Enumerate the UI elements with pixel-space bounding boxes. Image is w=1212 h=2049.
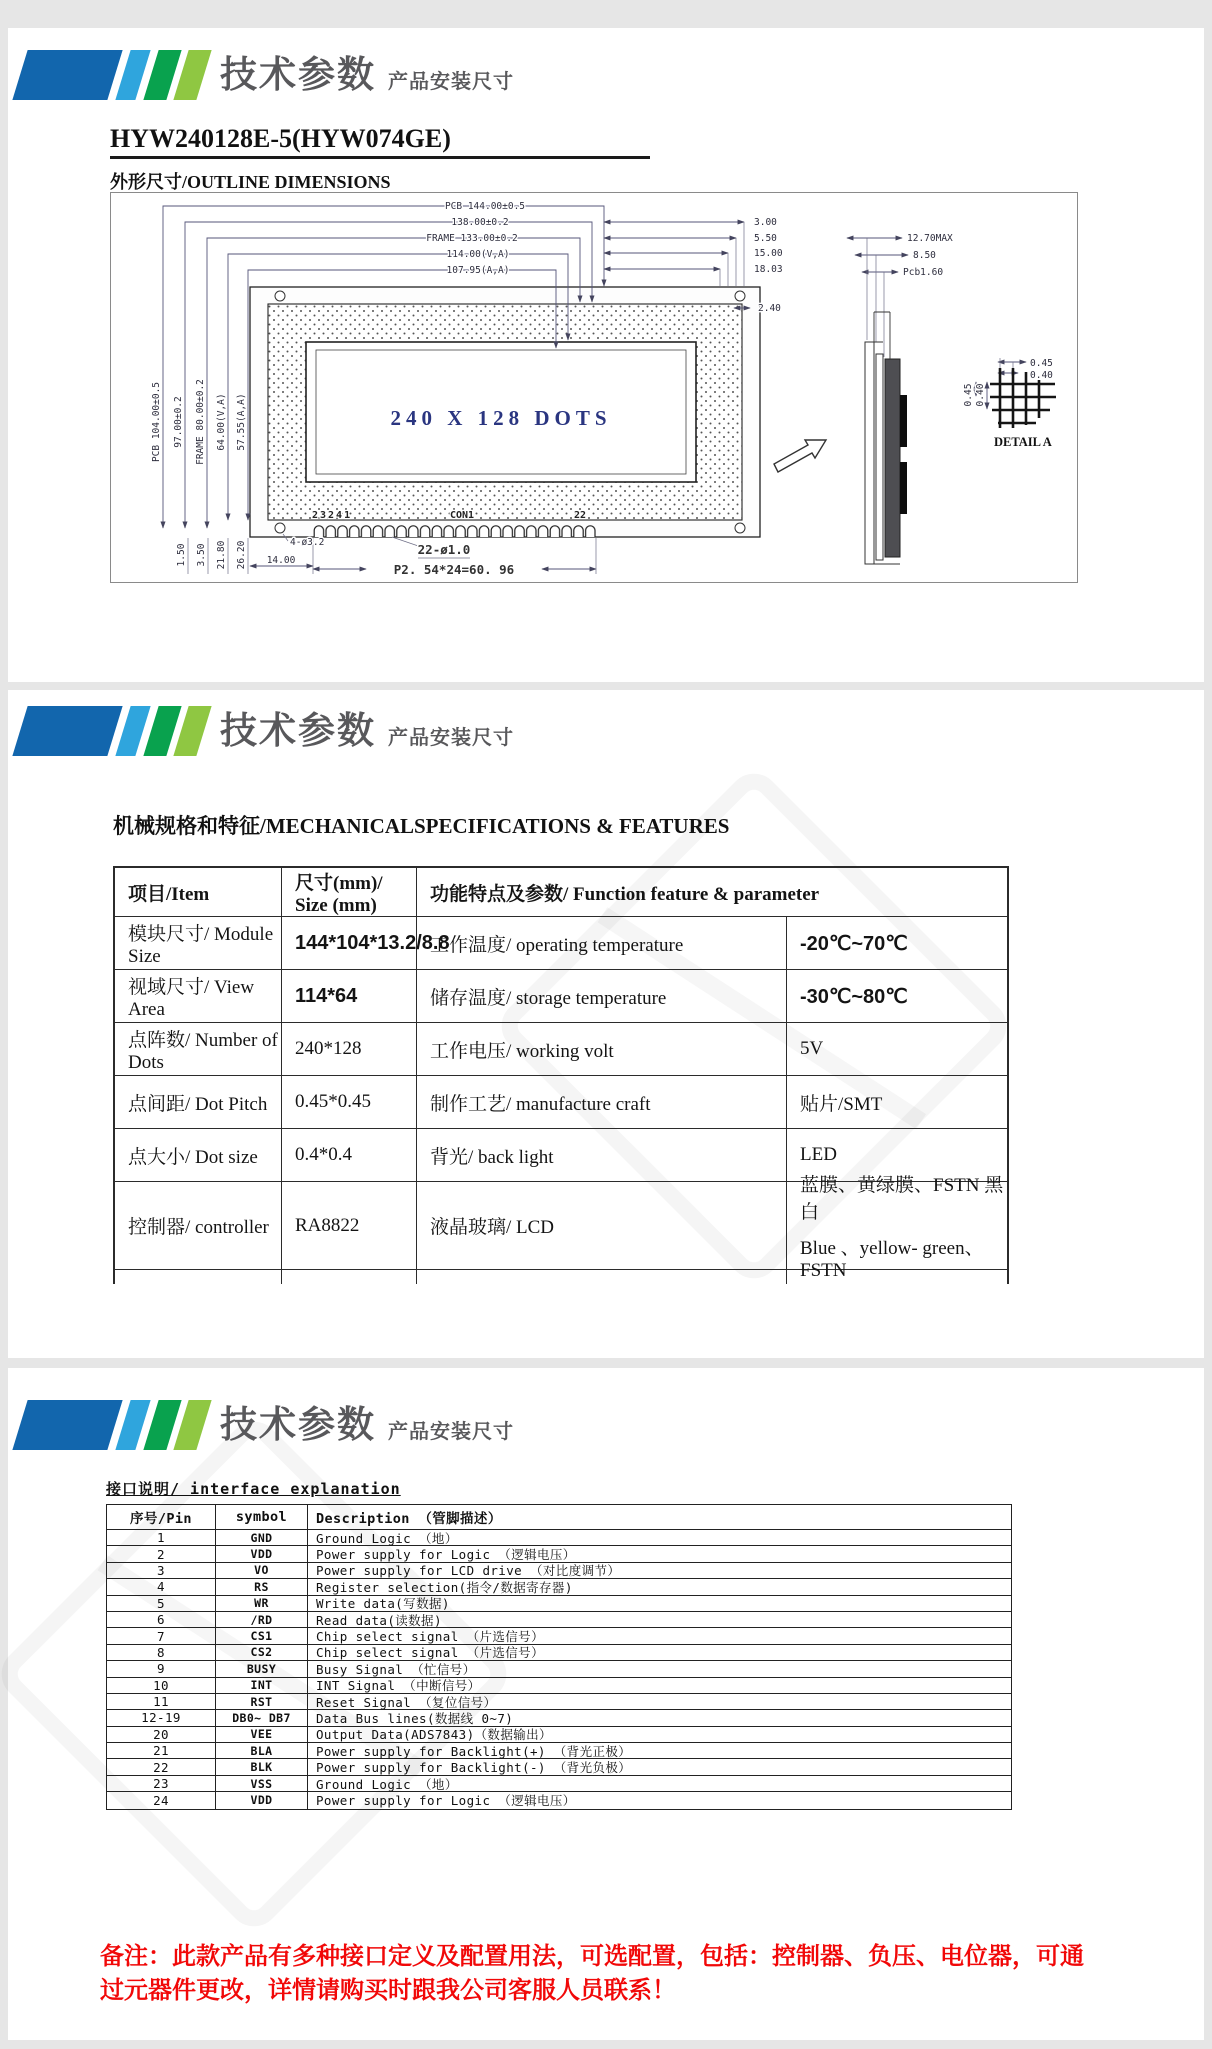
- connector-pin-number-right: 22: [573, 510, 587, 521]
- dim-97: 97.00±0.2: [173, 396, 184, 448]
- spec-cell: 点大小/ Dot size: [115, 1129, 282, 1182]
- dim-hole-22: 22-ø1.0: [417, 542, 471, 557]
- pin-number: 23: [107, 1776, 216, 1792]
- detail-dim-040: 0.40: [1030, 370, 1053, 381]
- spec-cell: 0.4*0.4: [282, 1129, 417, 1182]
- banner-stripe-blue: [12, 50, 122, 100]
- spec-cell: 贴片/SMT: [787, 1076, 1007, 1129]
- dim-pcb-height: PCB 104.00±0.5: [151, 381, 162, 463]
- pin-number: 21: [107, 1743, 216, 1759]
- banner-subtitle: 产品安装尺寸: [388, 727, 514, 749]
- pin-number: 20: [107, 1727, 216, 1743]
- banner-subtitle: 产品安装尺寸: [388, 71, 514, 93]
- dim-va-width: 114.00(V,A): [446, 249, 510, 260]
- spec-cell: 点阵数/ Number of Dots: [115, 1023, 282, 1076]
- dim-pin-pitch: P2. 54*24=60. 96: [393, 562, 515, 577]
- section-interface-explanation: [8, 1368, 1204, 2040]
- dim-mount-hole: 4-ø3.2: [290, 537, 325, 548]
- lcd-option-line2: Blue 、yellow- green、FSTN: [800, 1237, 984, 1281]
- dim-18mm: 18.03: [754, 264, 783, 275]
- pin-number: 3: [107, 1563, 216, 1579]
- spec-cell: 控制器/ controller: [115, 1182, 282, 1270]
- mount-hole-icon: [275, 523, 285, 533]
- remark-note-line2: 过元器件更改，详情请购买时跟我公司客服人员联系！: [100, 1977, 676, 2004]
- pin-symbol: INT: [216, 1678, 308, 1694]
- pin-symbol: VO: [216, 1563, 308, 1579]
- banner-stripe-blue: [12, 1400, 122, 1450]
- dim-thickness-max: 12.70MAX: [907, 233, 953, 244]
- section-banner: [8, 1398, 514, 1450]
- mount-hole-icon: [275, 291, 285, 301]
- remark-note: [100, 1940, 1140, 2008]
- pin-number: 4: [107, 1579, 216, 1595]
- pin-description: Power supply for LCD drive （对比度调节）: [308, 1563, 1011, 1579]
- pin-description: Reset Signal （复位信号）: [308, 1694, 1011, 1710]
- outline-dimensions-drawing: [110, 192, 1078, 583]
- detail-a-label: DETAIL A: [994, 435, 1052, 449]
- dim-26-2: 26.20: [236, 540, 247, 570]
- clipped-row-cell: [417, 1270, 787, 1284]
- pin-symbol: BUSY: [216, 1661, 308, 1677]
- remark-note-line1: 备注：此款产品有多种接口定义及配置用法，可选配置，包括：控制器、负压、电位器，可通: [100, 1943, 1084, 1970]
- pin-description: Ground Logic （地）: [308, 1530, 1011, 1546]
- dim-pcb-width: PCB 144.00±0.5: [444, 201, 526, 212]
- description-header: Description （管脚描述）: [308, 1505, 1011, 1530]
- dim-aa-height: 57.55(A,A): [236, 393, 247, 451]
- pin-number: 7: [107, 1628, 216, 1644]
- banner-stripe-blue: [12, 706, 122, 756]
- pin-description: Ground Logic （地）: [308, 1776, 1011, 1792]
- section-mechanical-specs: [8, 690, 1204, 1358]
- lcd-option-line1: 蓝膜、黄绿膜、FSTN 黑白: [800, 1174, 1004, 1223]
- outline-heading: 外形尺寸/OUTLINE DIMENSIONS: [110, 172, 391, 192]
- spec-cell: -20℃~70℃: [787, 917, 1007, 970]
- dim-8-5: 8.50: [913, 250, 936, 261]
- symbol-header: symbol: [216, 1505, 308, 1530]
- section-banner: [8, 48, 514, 100]
- pin-description: Read data(读数据): [308, 1612, 1011, 1628]
- spec-cell: 液晶玻璃/ LCD: [417, 1182, 787, 1270]
- clipped-row-cell: [282, 1270, 417, 1284]
- dim-21-8: 21.80: [216, 540, 227, 570]
- section-banner: [8, 704, 514, 756]
- pin-number: 5: [107, 1596, 216, 1612]
- spec-cell: LED: [787, 1129, 1007, 1182]
- pin-header: 序号/Pin: [107, 1505, 216, 1530]
- dim-15mm: 15.00: [754, 248, 783, 259]
- banner-subtitle: 产品安装尺寸: [388, 1421, 514, 1443]
- spec-cell: 模块尺寸/ Module Size: [115, 917, 282, 970]
- pin-number: 6: [107, 1612, 216, 1628]
- pin-number: 8: [107, 1645, 216, 1661]
- connector-name: CON1: [449, 510, 475, 521]
- pin-symbol: WR: [216, 1596, 308, 1612]
- dim-pcb-thickness: Pcb1.60: [903, 267, 944, 278]
- pin-symbol: CS1: [216, 1628, 308, 1644]
- dim-frame-width: FRAME 133.00±0.2: [426, 233, 518, 244]
- dim-frame-height: FRAME 80.00±0.2: [195, 379, 206, 465]
- banner-title: 技术参数: [220, 710, 376, 751]
- dim-aa-width: 107.95(A,A): [446, 265, 510, 276]
- spec-cell: -30℃~80℃: [787, 970, 1007, 1023]
- spec-cell: 制作工艺/ manufacture craft: [417, 1076, 787, 1129]
- pin-symbol: RST: [216, 1694, 308, 1710]
- interface-pin-table: [106, 1504, 1012, 1810]
- spec-table: [113, 866, 1009, 1284]
- pin-number: 2: [107, 1546, 216, 1562]
- pin-description: Register selection(指令/数据寄存器): [308, 1579, 1011, 1595]
- mount-hole-icon: [735, 523, 745, 533]
- pin-symbol: VSS: [216, 1776, 308, 1792]
- dim-5-5mm: 5.50: [754, 233, 777, 244]
- spec-cell: 背光/ back light: [417, 1129, 787, 1182]
- pin-number: 1: [107, 1530, 216, 1546]
- pin-symbol: CS2: [216, 1645, 308, 1661]
- mount-hole-icon: [735, 291, 745, 301]
- banner-title: 技术参数: [220, 54, 376, 95]
- interface-table-title: 接口说明/ interface explanation: [106, 1480, 401, 1498]
- pin-number: 12-19: [107, 1710, 216, 1726]
- dim-2-4mm: 2.40: [758, 303, 781, 314]
- pin-description: Power supply for Backlight(+) （背光正极）: [308, 1743, 1011, 1759]
- pin-symbol: VDD: [216, 1792, 308, 1808]
- clipped-row-cell: [787, 1270, 1007, 1284]
- pin-symbol: BLA: [216, 1743, 308, 1759]
- section-outline-dimensions: [8, 28, 1204, 682]
- spec-cell: 240*128: [282, 1023, 417, 1076]
- display-dots-label: 240 X 128 DOTS: [390, 406, 612, 430]
- pin-description: Chip select signal （片选信号）: [308, 1645, 1011, 1661]
- spec-cell: 工作温度/ operating temperature: [417, 917, 787, 970]
- detail-dim-045-v: 0.45: [963, 383, 974, 407]
- dim-3mm: 3.00: [754, 217, 777, 228]
- spec-header-feature: 功能特点及参数/ Function feature & parameter: [417, 868, 1007, 917]
- spec-cell: 144*104*13.2/8.8: [282, 917, 417, 970]
- clipped-row-cell: [115, 1270, 282, 1284]
- spec-table-title: 机械规格和特征/MECHANICALSPECIFICATIONS & FEATURES: [113, 814, 730, 838]
- pin-symbol: BLK: [216, 1759, 308, 1775]
- pin-description: Busy Signal （忙信号）: [308, 1661, 1011, 1677]
- dim-138: 138.00±0.2: [451, 217, 509, 228]
- pin-number: 22: [107, 1759, 216, 1775]
- connector-pin-numbers-left: 23241: [312, 510, 353, 521]
- spec-header-size: 尺寸(mm)/ Size (mm): [282, 868, 417, 917]
- spec-cell: 工作电压/ working volt: [417, 1023, 787, 1076]
- detail-dim-045: 0.45: [1030, 358, 1053, 369]
- banner-title: 技术参数: [220, 1404, 376, 1445]
- spec-cell: 点间距/ Dot Pitch: [115, 1076, 282, 1129]
- pin-number: 11: [107, 1694, 216, 1710]
- dim-3-5: 3.50: [196, 543, 207, 567]
- dim-va-height: 64.00(V,A): [216, 393, 227, 451]
- pin-symbol: RS: [216, 1579, 308, 1595]
- spec-cell: 5V: [787, 1023, 1007, 1076]
- pin-description: Chip select signal （片选信号）: [308, 1628, 1011, 1644]
- pin-number: 9: [107, 1661, 216, 1677]
- pin-symbol: /RD: [216, 1612, 308, 1628]
- pin-number: 10: [107, 1678, 216, 1694]
- dim-1-5: 1.50: [176, 543, 187, 567]
- pin-description: INT Signal （中断信号）: [308, 1678, 1011, 1694]
- detail-dim-040-v: 0.40: [975, 383, 986, 407]
- dim-14: 14.00: [266, 555, 296, 566]
- spec-header-item: 项目/Item: [115, 868, 282, 917]
- spec-cell-lcd-options: [787, 1174, 1007, 1281]
- pin-symbol: VEE: [216, 1727, 308, 1743]
- pin-description: Power supply for Logic （逻辑电压）: [308, 1546, 1011, 1562]
- pin-description: Power supply for Backlight(-) （背光负极）: [308, 1759, 1011, 1775]
- connector-pins: [313, 521, 596, 537]
- pin-description: Output Data(ADS7843)（数据输出）: [308, 1727, 1011, 1743]
- pin-description: Data Bus lines(数据线 0~7): [308, 1710, 1011, 1726]
- pin-symbol: GND: [216, 1530, 308, 1546]
- spec-cell: 114*64: [282, 970, 417, 1023]
- model-title: HYW240128E-5(HYW074GE): [110, 124, 650, 159]
- spec-cell: 储存温度/ storage temperature: [417, 970, 787, 1023]
- spec-cell: RA8822: [282, 1182, 417, 1270]
- spec-cell: 0.45*0.45: [282, 1076, 417, 1129]
- pin-description: Power supply for Logic （逻辑电压）: [316, 1793, 576, 1809]
- pin-number: 24: [107, 1792, 216, 1808]
- pin-symbol: VDD: [216, 1546, 308, 1562]
- pin-symbol: DB0~ DB7: [216, 1710, 308, 1726]
- pin-description: Write data(写数据): [308, 1596, 1011, 1612]
- spec-cell: 视域尺寸/ View Area: [115, 970, 282, 1023]
